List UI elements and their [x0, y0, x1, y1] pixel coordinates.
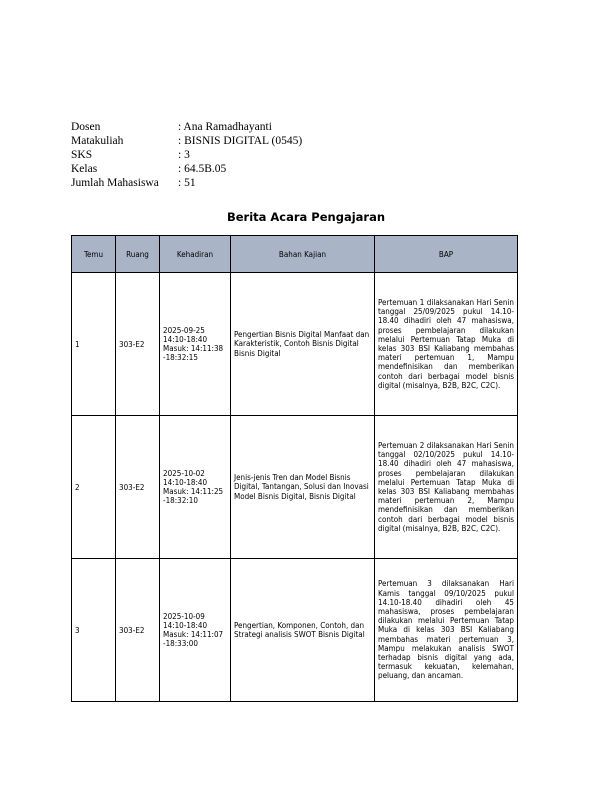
- header-ruang: Ruang: [116, 236, 160, 273]
- cell-kehadiran: 2025-10-02 14:10-18:40 Masuk: 14:11:25 -18:32:10: [160, 416, 231, 559]
- info-label: Matakuliah: [71, 135, 124, 147]
- info-row-sks: [71, 148, 302, 162]
- cell-bap: Pertemuan 2 dilaksanakan Hari Senin tanggal 02/10/2025 pukul 14.10-18.40 dihadiri oleh 47 mahasiswa, proses pembelajaran dilakukan melalui Pertemuan Tatap Muka di kelas 303 BSI Kaliabang membahas materi pertemuan 2, Mampu mendefinisikan dan memberikan contoh dari berbagai model bisnis digital (misalnya, B2B, B2C, C2C).: [375, 416, 518, 559]
- header-kehadiran: Kehadiran: [160, 236, 231, 273]
- header-bahan-kajian: Bahan Kajian: [231, 236, 375, 273]
- course-info: [71, 120, 302, 190]
- info-value: : Ana Ramadhayanti: [178, 121, 272, 133]
- info-label: SKS: [71, 149, 93, 161]
- cell-ruang: 303-E2: [116, 416, 160, 559]
- info-row-jumlah-mahasiswa: [71, 176, 302, 190]
- info-value: : BISNIS DIGITAL (0545): [178, 135, 303, 147]
- info-value: : 64.5B.05: [178, 163, 227, 175]
- cell-bahan-kajian: Pengertian Bisnis Digital Manfaat dan Karakteristik, Contoh Bisnis Digital Bisnis Digital: [231, 273, 375, 416]
- info-value: : 51: [178, 177, 196, 189]
- info-row-matakuliah: [71, 134, 302, 148]
- info-label: Dosen: [71, 121, 101, 133]
- cell-temu: 2: [72, 416, 116, 559]
- info-row-kelas: [71, 162, 302, 176]
- page-title: Berita Acara Pengajaran: [226, 210, 386, 224]
- bap-table: [71, 235, 518, 702]
- header-temu: Temu: [72, 236, 116, 273]
- info-label: Jumlah Mahasiswa: [71, 177, 159, 189]
- table-header-row: [72, 236, 518, 273]
- cell-bahan-kajian: Jenis-jenis Tren dan Model Bisnis Digital, Tantangan, Solusi dan Inovasi Model Bisnis Digital, Bisnis Digital: [231, 416, 375, 559]
- table-row: [72, 416, 518, 559]
- table-row: [72, 559, 518, 702]
- info-row-dosen: [71, 120, 302, 134]
- cell-kehadiran: 2025-09-25 14:10-18:40 Masuk: 14:11:38 -18:32:15: [160, 273, 231, 416]
- table-row: [72, 273, 518, 416]
- cell-ruang: 303-E2: [116, 273, 160, 416]
- header-bap: BAP: [375, 236, 518, 273]
- cell-kehadiran: 2025-10-09 14:10-18:40 Masuk: 14:11:07 -18:33:00: [160, 559, 231, 702]
- cell-bap: Pertemuan 3 dilaksanakan Hari Kamis tanggal 09/10/2025 pukul 14.10-18.40 dihadiri oleh 45 mahasiswa, proses pembelajaran dilakukan melalui Pertemuan Tatap Muka di kelas 303 BSI Kaliabang membahas materi pertemuan 3, Mampu melakukan analisis SWOT terhadap bisnis digital yang ada, termasuk kekuatan, kelemahan, peluang, dan ancaman.: [375, 559, 518, 702]
- cell-temu: 1: [72, 273, 116, 416]
- cell-ruang: 303-E2: [116, 559, 160, 702]
- cell-temu: 3: [72, 559, 116, 702]
- info-value: : 3: [178, 149, 190, 161]
- cell-bap: Pertemuan 1 dilaksanakan Hari Senin tanggal 25/09/2025 pukul 14.10-18.40 dihadiri oleh 47 mahasiswa, proses pembelajaran dilakukan melalui Pertemuan Tatap Muka di kelas 303 BSI Kaliabang membahas materi pertemuan 1, Mampu mendefinisikan dan memberikan contoh dari berbagai model bisnis digital (misalnya, B2B, B2C, C2C).: [375, 273, 518, 416]
- info-label: Kelas: [71, 163, 98, 175]
- cell-bahan-kajian: Pengertian, Komponen, Contoh, dan Strategi analisis SWOT Bisnis Digital: [231, 559, 375, 702]
